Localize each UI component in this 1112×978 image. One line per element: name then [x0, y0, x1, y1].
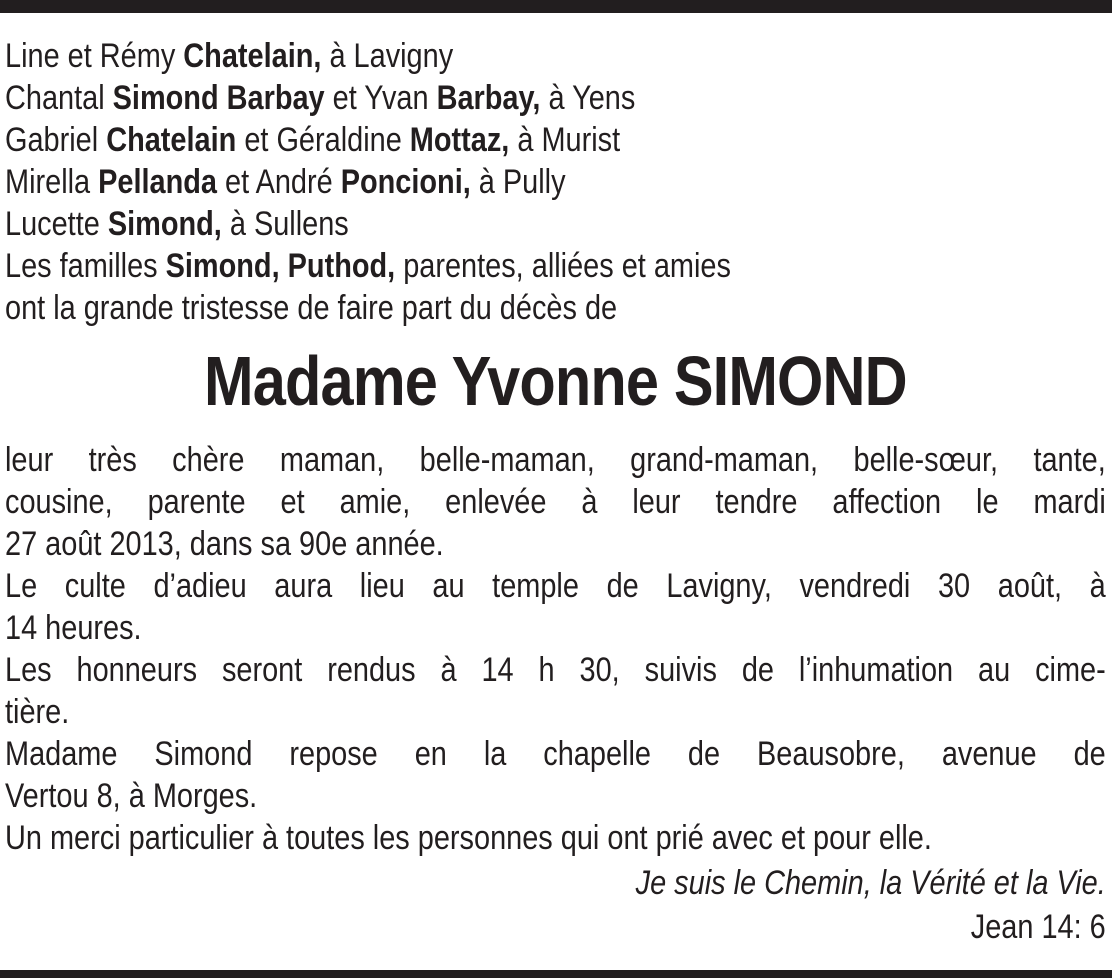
family-line — [5, 161, 1106, 203]
scripture-reference: Jean 14: 6 — [970, 908, 1106, 946]
family-line-text: ont la grande tristesse de faire part du décès de — [5, 289, 618, 327]
family-line-text: et André — [217, 163, 341, 201]
surname-bold: Simond, — [107, 205, 222, 243]
family-line — [5, 77, 1106, 119]
family-line-text: Gabriel — [5, 121, 107, 159]
family-line-text: Mirella — [5, 163, 99, 201]
surname-bold: Simond Barbay — [112, 79, 325, 117]
notice-content — [5, 13, 1112, 949]
family-announcement — [5, 13, 1106, 329]
notice-body — [5, 439, 1106, 859]
family-line — [5, 203, 1106, 245]
body-line: leur très chère maman, belle-maman, grand-maman, belle-sœur, tante, — [5, 441, 1106, 479]
body-line: Le culte d’adieu aura lieu au temple de Lavigny, vendredi 30 août, à — [5, 567, 1106, 605]
family-line-text: à Pully — [470, 163, 566, 201]
body-line: tière. — [5, 693, 70, 731]
family-line-text: à Lavigny — [321, 37, 454, 75]
family-line — [5, 287, 1106, 329]
surname-bold: Barbay, — [436, 79, 541, 117]
body-line: 14 heures. — [5, 609, 142, 647]
family-line — [5, 35, 1106, 77]
top-rule — [0, 0, 1112, 13]
family-line-text: à Sullens — [221, 205, 349, 243]
surname-bold: Mottaz, — [409, 121, 510, 159]
deceased-name: Madame Yvonne SIMOND — [204, 342, 907, 420]
family-line — [5, 119, 1106, 161]
surname-bold: Pellanda — [98, 163, 218, 201]
body-line: cousine, parente et amie, enlevée à leur tendre affection le mardi — [5, 483, 1106, 521]
family-line-text: Lucette — [5, 205, 108, 243]
body-line: Un merci particulier à toutes les personnes qui ont prié avec et pour elle. — [5, 819, 932, 857]
surname-bold: Poncioni, — [340, 163, 471, 201]
surname-bold: Chatelain, — [183, 37, 322, 75]
family-line-text: parentes, alliées et amies — [395, 247, 731, 285]
surname-bold: Simond, Puthod, — [165, 247, 396, 285]
family-line — [5, 245, 1106, 287]
body-line: Madame Simond repose en la chapelle de Beausobre, avenue de — [5, 735, 1106, 773]
surname-bold: Chatelain — [106, 121, 237, 159]
family-line-text: à Yens — [540, 79, 636, 117]
scripture-quote: Je suis le Chemin, la Vérité et la Vie. — [635, 864, 1106, 902]
bottom-rule — [0, 970, 1112, 978]
family-line-text: Chantal — [5, 79, 113, 117]
family-line-text: et Yvan — [324, 79, 437, 117]
family-line-text: et Géraldine — [236, 121, 410, 159]
body-line: Les honneurs seront rendus à 14 h 30, suivis de l’inhumation au cime- — [5, 651, 1106, 689]
family-line-text: à Murist — [509, 121, 621, 159]
family-line-text: Les familles — [5, 247, 166, 285]
family-line-text: Line et Rémy — [5, 37, 184, 75]
body-line: Vertou 8, à Morges. — [5, 777, 258, 815]
body-line: 27 août 2013, dans sa 90e année. — [5, 525, 444, 563]
